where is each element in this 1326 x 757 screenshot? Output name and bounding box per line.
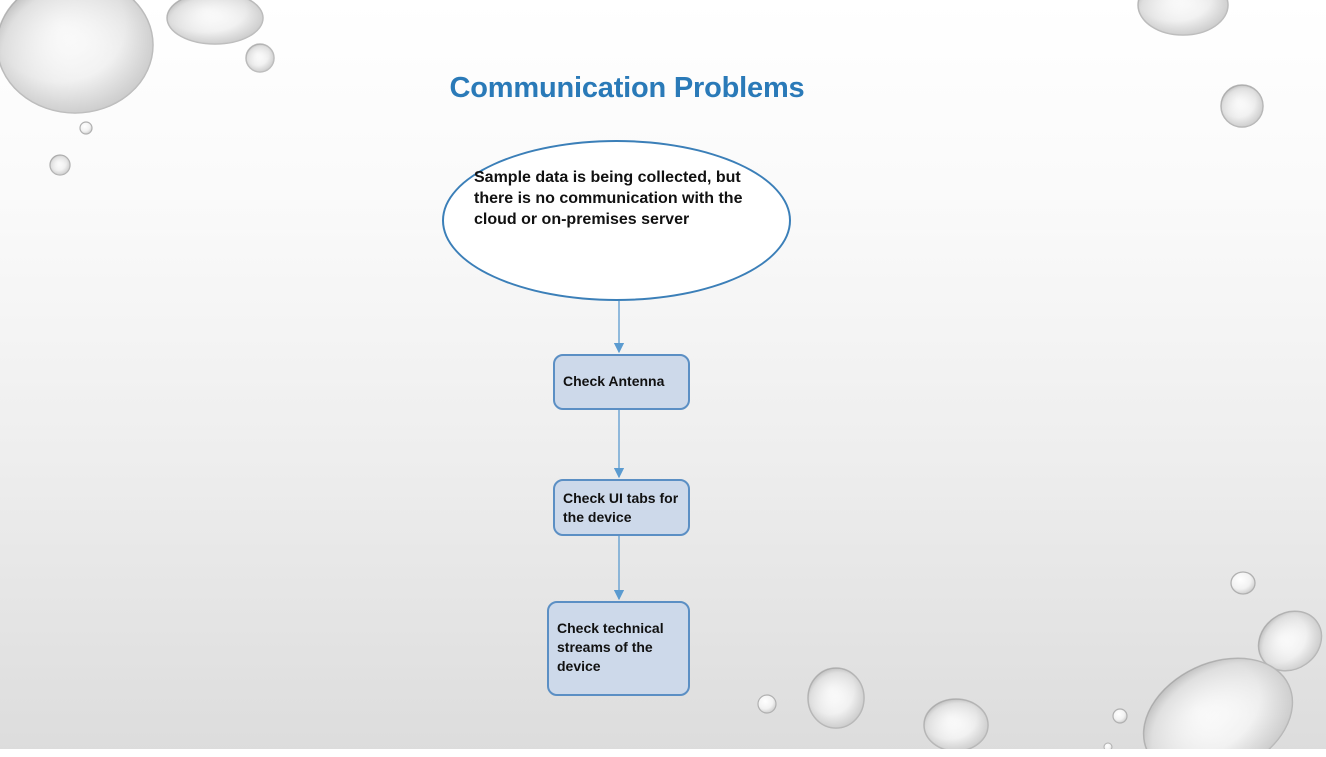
step-check-antenna: Check Antenna [553, 354, 690, 410]
step-check-ui-tabs: Check UI tabs for the device [553, 479, 690, 536]
step-check-technical-streams: Check technical streams of the device [547, 601, 690, 696]
start-ellipse-text: Sample data is being collected, but there is no communication with the cloud or on-premises server [474, 169, 743, 228]
slide-title: Communication Problems [449, 72, 805, 104]
